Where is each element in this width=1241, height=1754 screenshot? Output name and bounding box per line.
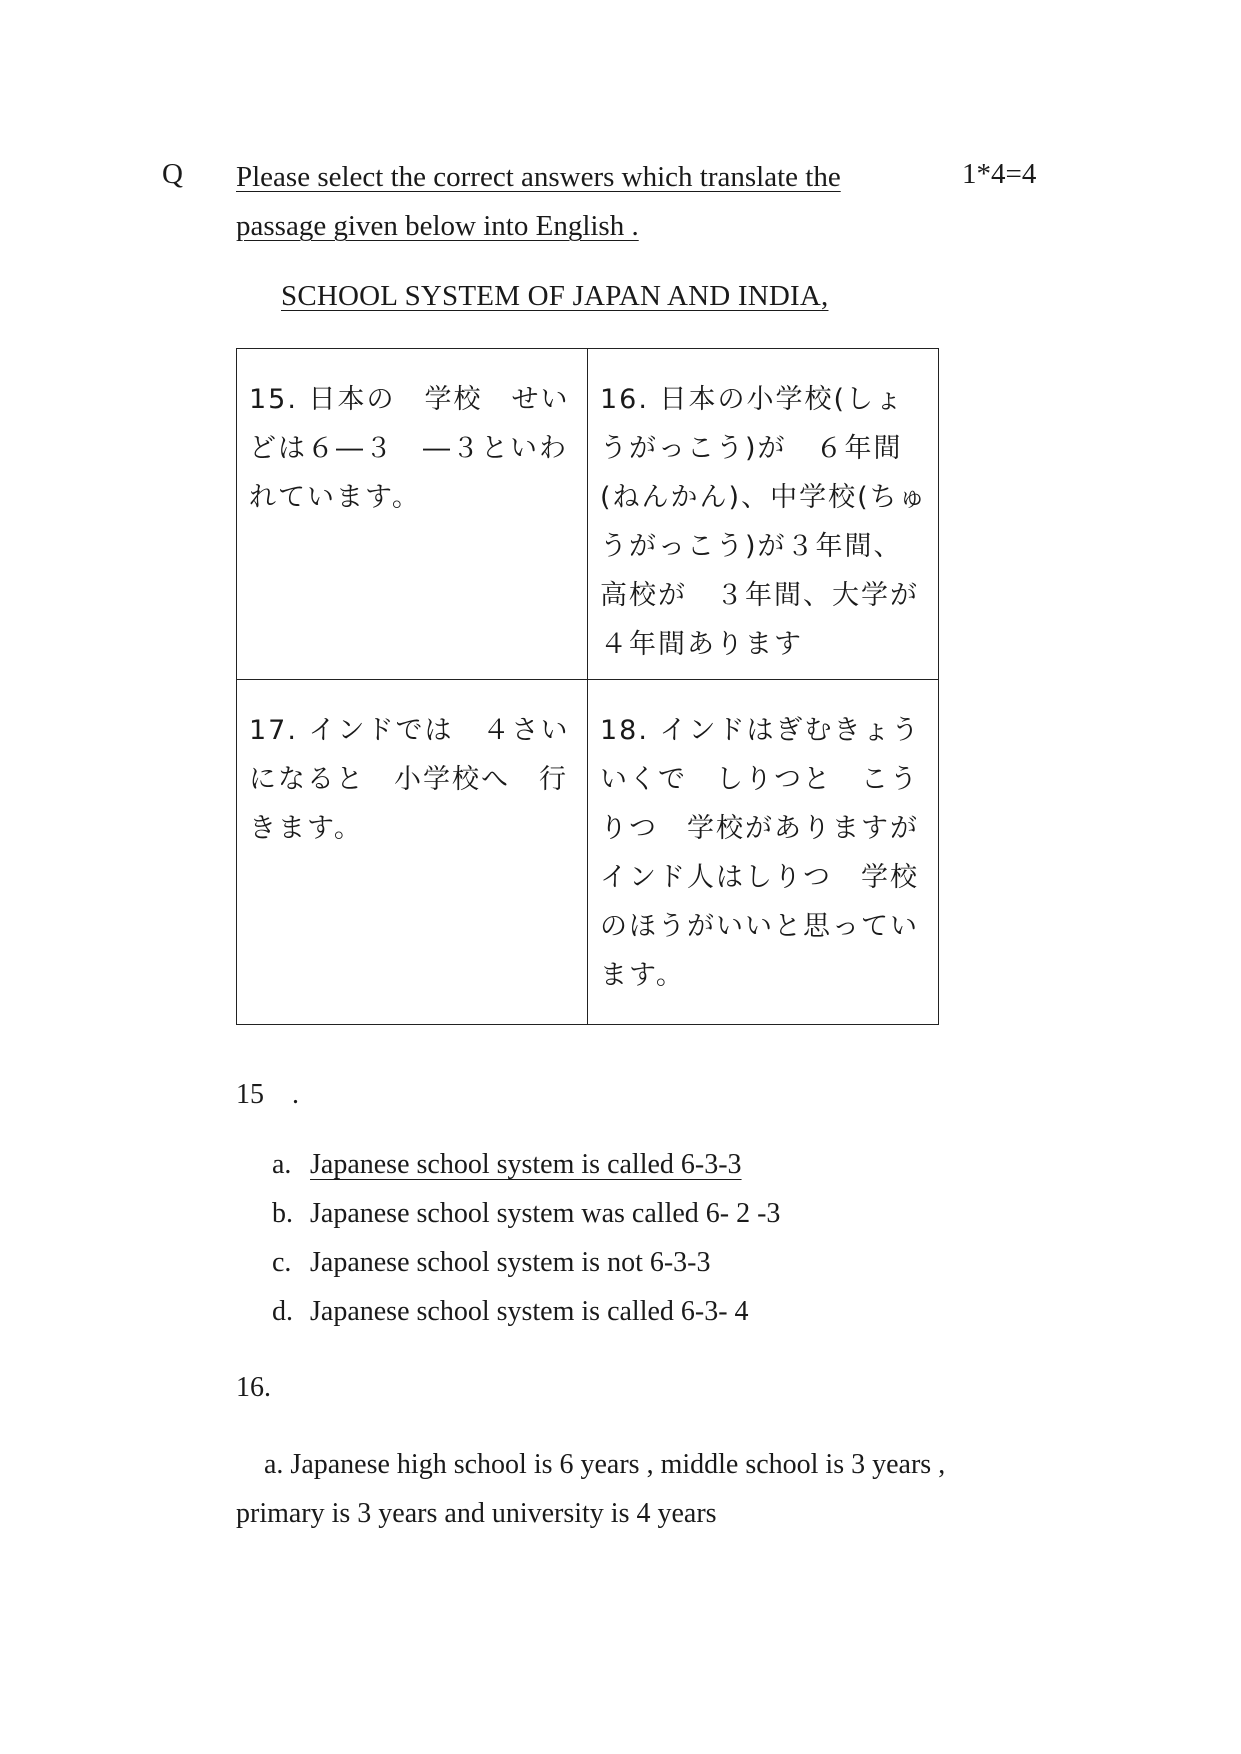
- question-marker: Q: [162, 158, 183, 190]
- option-text: Japanese school system was called 6- 2 -3: [310, 1198, 781, 1229]
- passage-cell-15: 15. 日本の 学校 せいどは６―３ ―３といわれています。: [237, 349, 588, 680]
- option-text: Japanese school system is called 6-3- 4: [310, 1296, 749, 1327]
- passage-cell-17: 17. インドでは ４さいになると 小学校へ 行きます。: [237, 680, 588, 1025]
- option-15-a[interactable]: [272, 1140, 780, 1189]
- option-15-d[interactable]: [272, 1287, 780, 1336]
- question-marks: 1*4=4: [962, 158, 1037, 190]
- option-letter: c.: [272, 1247, 292, 1278]
- passage-cell-16: 16. 日本の小学校(しょうがっこう)が ６年間(ねんかん)、中学校(ちゅうがっこう)が３年間、高校が ３年間、大学が４年間あります: [588, 349, 939, 680]
- question-16-option-a[interactable]: a. Japanese high school is 6 years , middle school is 3 years , primary is 3 years and university is 4 years: [236, 1449, 946, 1529]
- passage-title: SCHOOL SYSTEM OF JAPAN AND INDIA,: [281, 280, 829, 312]
- option-text-selected: Japanese school system is called 6-3-3: [310, 1149, 742, 1180]
- option-15-b[interactable]: [272, 1189, 780, 1238]
- option-text: Japanese school system is not 6-3-3: [310, 1247, 711, 1278]
- passage-table-row: [237, 349, 939, 680]
- option-letter: a.: [272, 1149, 292, 1180]
- question-16-label: 16.: [236, 1372, 271, 1403]
- question-instruction: [236, 153, 936, 251]
- option-15-c[interactable]: [272, 1238, 780, 1287]
- option-letter: b.: [272, 1198, 293, 1229]
- passage-cell-18: 18. インドはぎむきょういくで しりつと こうりつ 学校がありますがインド人はしりつ 学校のほうがいいと思っています。: [588, 680, 939, 1025]
- question-15-options: [272, 1140, 780, 1336]
- option-letter: d.: [272, 1296, 293, 1327]
- passage-table-row: [237, 680, 939, 1025]
- question-15-label: 15 .: [236, 1079, 300, 1110]
- question-instruction-line1: Please select the correct answers which translate the: [236, 161, 841, 193]
- question-instruction-line2: passage given below into English .: [236, 210, 639, 242]
- passage-table: [236, 348, 939, 1025]
